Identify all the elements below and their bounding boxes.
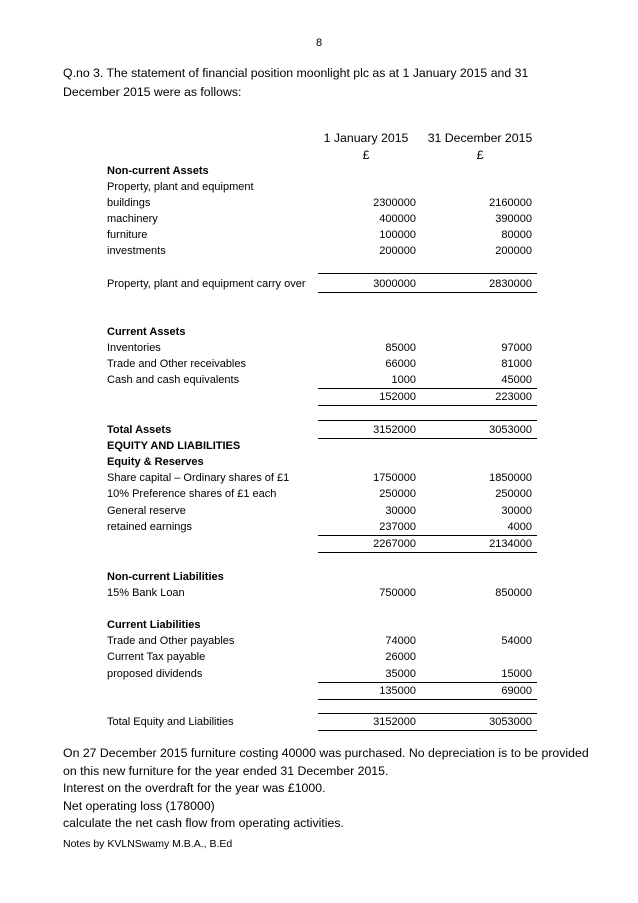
table-row-machinery: machinery 400000 390000 — [107, 213, 532, 225]
table-row-ppe-carry-over: Property, plant and equipment carry over 3000000 2830000 — [107, 278, 532, 290]
table-row-inventories: Inventories 85000 97000 — [107, 342, 532, 354]
table-row-current-liabilities-subtotal: 135000 69000 — [379, 685, 532, 697]
table-row-total-assets: Total Assets 3152000 3053000 — [107, 424, 532, 436]
table-row-current-assets-subtotal: 152000 223000 — [379, 391, 532, 403]
rule-line — [318, 420, 537, 421]
column-unit-1: £ — [362, 148, 370, 162]
table-row-furniture: furniture 100000 80000 — [107, 229, 532, 241]
table-row-total-equity-liabilities: Total Equity and Liabilities 3152000 3053000 — [107, 716, 532, 728]
column-header-1-january-2015: 1 January 2015 — [323, 131, 409, 145]
note-line: calculate the net cash flow from operating activities. — [63, 816, 344, 830]
footer-author: Notes by KVLNSwamy M.B.A., B.Ed — [63, 838, 233, 850]
table-row-bank-loan: 15% Bank Loan 750000 850000 — [107, 587, 532, 599]
column-unit-2: £ — [476, 148, 484, 162]
table-row-buildings: buildings 2300000 2160000 — [107, 197, 532, 209]
rule-line — [318, 730, 537, 731]
table-row-investments: investments 200000 200000 — [107, 245, 532, 257]
note-line: Net operating loss (178000) — [63, 798, 215, 813]
table-row-preference-shares: 10% Preference shares of £1 each 250000 250000 — [107, 488, 532, 500]
rule-line — [318, 552, 537, 553]
subheading-property-plant-equipment: Property, plant and equipment — [107, 181, 254, 193]
rule-line — [318, 699, 537, 700]
question-text: Q.no 3. The statement of financial position moonlight plc as at 1 January 2015 and 31 December 2015 were as follows: — [63, 66, 529, 99]
subheading-equity-reserves: Equity & Reserves — [107, 456, 204, 468]
page-number: 8 — [315, 37, 323, 49]
table-row-proposed-dividends: proposed dividends 35000 15000 — [107, 668, 532, 680]
table-row-trade-payables: Trade and Other payables 74000 54000 — [107, 635, 532, 647]
section-heading-non-current-assets: Non-current Assets — [107, 165, 209, 177]
note-line: Interest on the overdraft for the year was £1000. — [63, 781, 326, 795]
rule-line — [318, 292, 537, 293]
table-row-equity-subtotal: 2267000 2134000 — [373, 538, 532, 550]
rule-line — [318, 405, 537, 406]
section-heading-current-assets: Current Assets — [107, 326, 186, 338]
table-row-share-capital: Share capital – Ordinary shares of £1 1750000 1850000 — [107, 472, 532, 484]
table-row-trade-receivables: Trade and Other receivables 66000 81000 — [107, 358, 532, 370]
table-row-general-reserve: General reserve 30000 30000 — [107, 505, 532, 517]
table-row-retained-earnings: retained earnings 237000 4000 — [107, 521, 532, 533]
table-row-cash: Cash and cash equivalents 1000 45000 — [107, 374, 532, 386]
section-heading-equity-liabilities: EQUITY AND LIABILITIES — [107, 440, 241, 452]
note-line: On 27 December 2015 furniture costing 40000 was purchased. No depreciation is to be provided — [63, 746, 589, 760]
section-heading-current-liabilities: Current Liabilities — [107, 619, 201, 631]
note-line: on this new furniture for the year ended 31 December 2015. — [63, 763, 389, 778]
notes-text — [63, 745, 593, 833]
section-heading-non-current-liabilities: Non-current Liabilities — [107, 571, 224, 583]
table-row-current-tax: Current Tax payable 26000 — [107, 651, 416, 663]
rule-line — [318, 273, 537, 274]
column-header-31-december-2015: 31 December 2015 — [427, 131, 533, 145]
